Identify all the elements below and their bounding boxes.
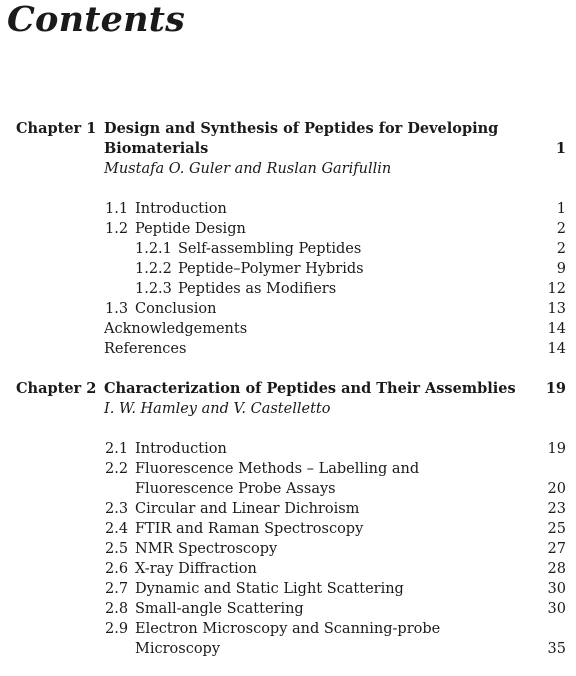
toc-entry xyxy=(0,299,576,319)
entry-title: Introduction xyxy=(135,441,227,457)
entry-page: 28 xyxy=(547,561,566,577)
toc-entry xyxy=(0,339,576,359)
entry-page: 14 xyxy=(547,341,566,357)
chapter-1-heading xyxy=(0,119,576,139)
entry-page: 19 xyxy=(547,441,566,457)
entry-page: 9 xyxy=(556,261,566,277)
entry-page: 30 xyxy=(547,581,566,597)
entry-page: 23 xyxy=(547,501,566,517)
toc-entry xyxy=(0,459,576,479)
entry-page: 14 xyxy=(547,321,566,337)
toc-entry xyxy=(0,259,576,279)
entry-number: 1.2.1 xyxy=(135,241,172,257)
entry-page: 1 xyxy=(556,201,566,217)
toc-entry xyxy=(0,559,576,579)
toc-entry xyxy=(0,279,576,299)
entry-page: 27 xyxy=(547,541,566,557)
entry-number: 2.4 xyxy=(105,521,129,537)
entry-title: Introduction xyxy=(135,201,227,217)
entry-number: 2.5 xyxy=(105,541,129,557)
entry-title: Small-angle Scattering xyxy=(135,601,304,617)
entry-page: 12 xyxy=(547,281,566,297)
toc-entry xyxy=(0,599,576,619)
entry-page: 13 xyxy=(547,301,566,317)
entry-page: 25 xyxy=(547,521,566,537)
entry-number: 2.1 xyxy=(105,441,129,457)
entry-number: 1.1 xyxy=(105,201,129,217)
entry-title: Conclusion xyxy=(135,301,217,317)
entry-title-cont: Fluorescence Probe Assays xyxy=(135,481,336,497)
toc-entry xyxy=(0,539,576,559)
entry-page: 35 xyxy=(547,641,566,657)
chapter-2-heading xyxy=(0,379,576,399)
entry-number: 2.7 xyxy=(105,581,129,597)
chapter-label: Chapter 1 xyxy=(16,120,97,137)
entry-title: Electron Microscopy and Scanning-probe xyxy=(135,621,441,637)
entry-number: 1.2.2 xyxy=(135,261,172,277)
entry-page: 2 xyxy=(556,221,566,237)
entry-page: 2 xyxy=(556,241,566,257)
chapter-page: 1 xyxy=(555,140,566,157)
toc-entry xyxy=(0,199,576,219)
entry-title: Dynamic and Static Light Scattering xyxy=(135,581,404,597)
toc-entry xyxy=(0,499,576,519)
entry-title: NMR Spectroscopy xyxy=(135,541,278,557)
entry-page: 20 xyxy=(547,481,566,497)
entry-title: FTIR and Raman Spectroscopy xyxy=(135,521,364,537)
entry-number: 1.3 xyxy=(105,301,129,317)
entry-title: Peptides as Modifiers xyxy=(178,281,337,297)
chapter-1-authors xyxy=(0,159,576,179)
chapter-page: 19 xyxy=(545,380,566,397)
entry-title: Peptide Design xyxy=(135,221,246,237)
entry-title: Self-assembling Peptides xyxy=(178,241,362,257)
chapter-title: Characterization of Peptides and Their Assemblies xyxy=(104,380,516,397)
entry-title: X-ray Diffraction xyxy=(135,561,257,577)
page-title: Contents xyxy=(7,0,186,40)
toc-entry-cont xyxy=(0,639,576,659)
chapter-authors: Mustafa O. Guler and Ruslan Garifullin xyxy=(104,161,392,177)
entry-number: 2.3 xyxy=(105,501,129,517)
entry-title: References xyxy=(104,341,187,357)
entry-number: 1.2.3 xyxy=(135,281,172,297)
toc-entry xyxy=(0,439,576,459)
toc-entry xyxy=(0,619,576,639)
chapter-title: Design and Synthesis of Peptides for Developing xyxy=(104,120,499,137)
toc-entry xyxy=(0,319,576,339)
entry-number: 2.2 xyxy=(105,461,129,477)
chapter-2-authors xyxy=(0,399,576,419)
entry-title-cont: Microscopy xyxy=(135,641,221,657)
chapter-1-heading-cont xyxy=(0,139,576,159)
entry-title: Peptide–Polymer Hybrids xyxy=(178,261,364,277)
entry-number: 2.6 xyxy=(105,561,129,577)
chapter-title-cont: Biomaterials xyxy=(104,140,209,157)
entry-number: 2.9 xyxy=(105,621,129,637)
chapter-label: Chapter 2 xyxy=(16,380,97,397)
toc-entry xyxy=(0,219,576,239)
toc-entry xyxy=(0,519,576,539)
toc-entry xyxy=(0,239,576,259)
chapter-authors: I. W. Hamley and V. Castelletto xyxy=(104,401,331,417)
entry-number: 2.8 xyxy=(105,601,129,617)
entry-title: Acknowledgements xyxy=(104,321,248,337)
entry-page: 30 xyxy=(547,601,566,617)
entry-title: Circular and Linear Dichroism xyxy=(135,501,360,517)
entry-number: 1.2 xyxy=(105,221,129,237)
toc-entry-cont xyxy=(0,479,576,499)
entry-title: Fluorescence Methods – Labelling and xyxy=(135,461,420,477)
toc-entry xyxy=(0,579,576,599)
